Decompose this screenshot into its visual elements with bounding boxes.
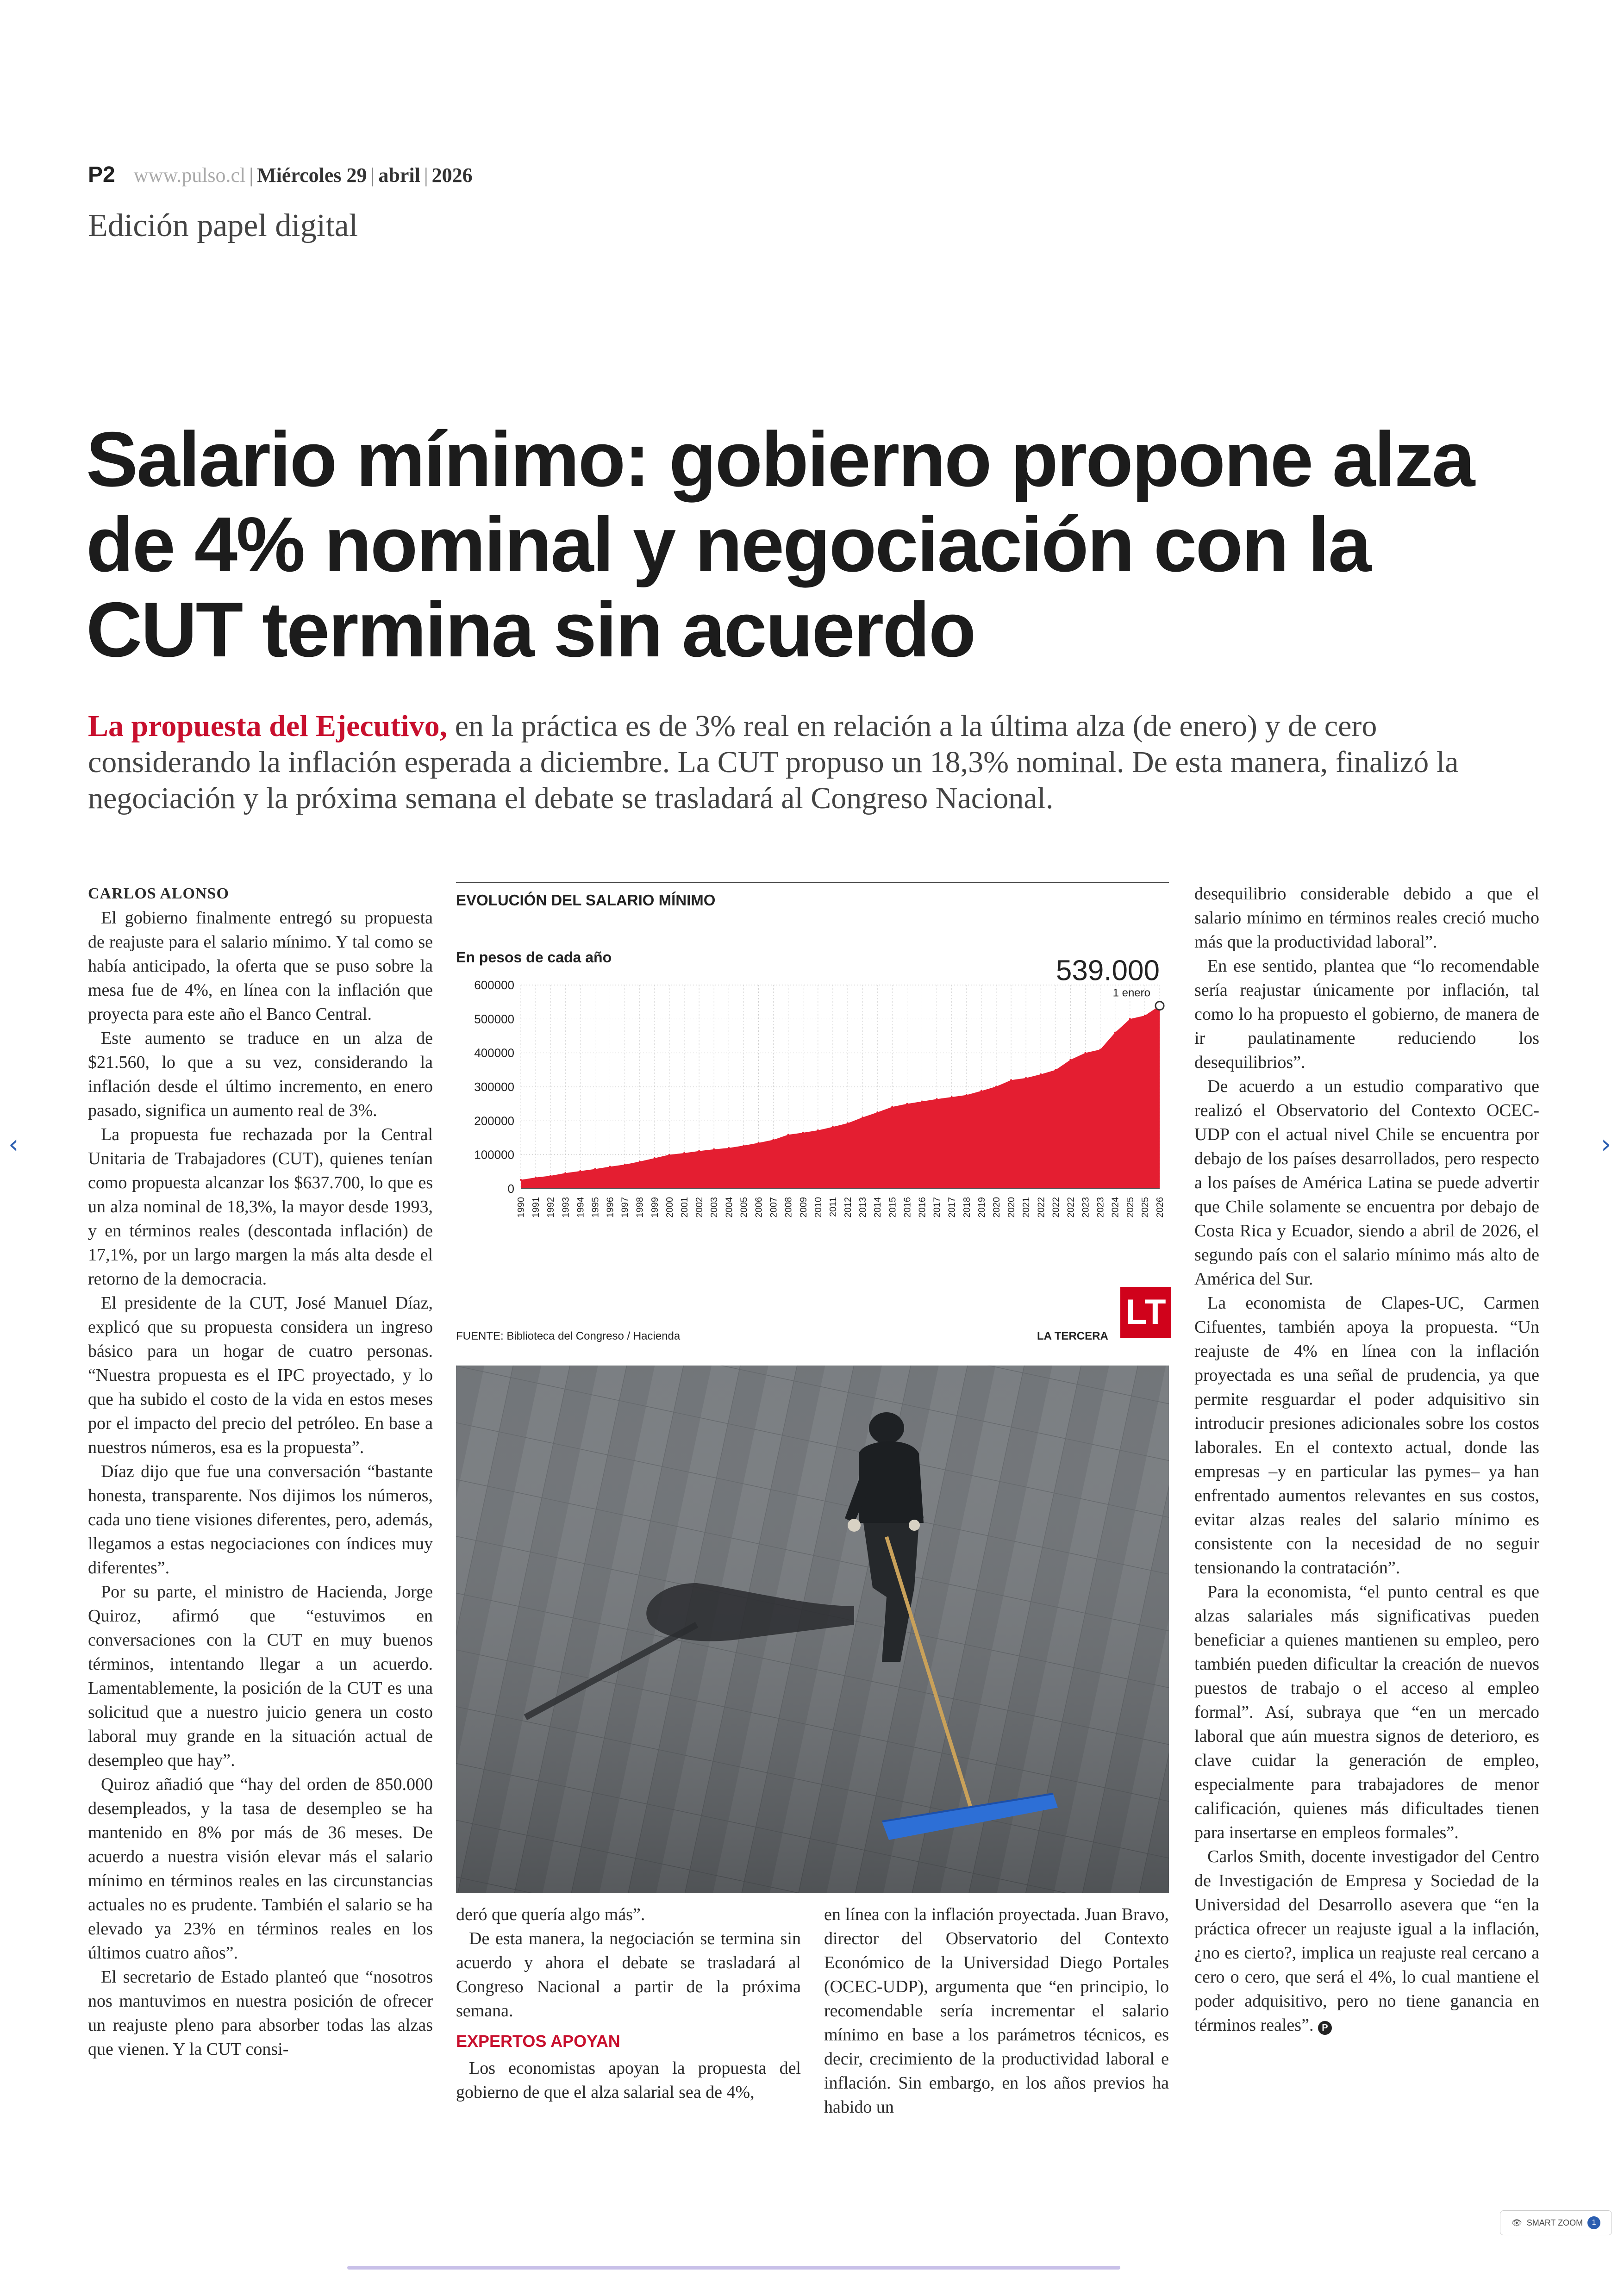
paragraph: El presidente de la CUT, José Manuel Díaz, explicó que su propuesta considera un ingreso básico para un hogar de cuatro personas. “Nuestra propuesta es el IPC proyectado, y lo que ha subido el costo de la vida en estos meses por el impacto del precio del petróleo. En base a nuestros números, esa es la propuesta”. (88, 1293, 433, 1457)
paragraph: De acuerdo a un estudio comparativo que realizó el Observatorio del Contexto OCEC-UDP con el actual nivel Chile se encuentra por debajo de los países desarrollados, pero respecto a los países de América Latina se puede advertir que Chile solamente se encuentra por debajo de Costa Rica y Ecuador, siendo a abril de 2026, el segundo país con el salario mínimo más alto de América del Sur. (1194, 1077, 1539, 1289)
end-mark-icon: P (1318, 2021, 1332, 2035)
chart-x-tick-label: 2008 (783, 1197, 794, 1218)
chart-data-point (1040, 1073, 1042, 1075)
page-scrollbar[interactable] (347, 2266, 1120, 2270)
chart-data-point (1144, 1015, 1146, 1017)
byline: CARLOS ALONSO (88, 885, 229, 902)
page-header: P2 www.pulso.cl | Miércoles 29 | abril | 2026 (88, 162, 473, 187)
paragraph: Los economistas apoyan la propuesta del gobierno de que el alza salarial sea de 4%, (456, 2058, 801, 2102)
chart-x-tick-label: 2020 (991, 1197, 1002, 1218)
chart-area-series (521, 1006, 1160, 1189)
worker-head (869, 1412, 904, 1444)
chart-data-point (520, 1179, 522, 1181)
chart-data-point (654, 1157, 656, 1159)
paragraph: Quiroz añadió que “hay del orden de 850.000 desempleados, y la tasa de desempleo se ha mantenido en 8% por más de 36 meses. De acuerdo a nuestra visión elevar más el salario mínimo en términos reales en las circunstancias actuales no es prudente. También el salario se ha elevado ya 23% en términos reales en los últimos cuatro años”. (88, 1775, 433, 1963)
chart-data-point (891, 1106, 893, 1108)
paragraph: De esta manera, la negociación se termina sin acuerdo y ahora el debate se trasladará al Congreso Nacional a partir de la próxima semana. (456, 1929, 801, 2021)
chart-data-point (713, 1148, 715, 1150)
paragraph-text: Carlos Smith, docente investigador del Centro de Investigación de Empresa y Sociedad de la Universidad del Desarrollo asevera que “en la práctica ofrecer un reajuste igual a la inflación, ¿no es cierto?, implica un reajuste real cercano a cero o cero, que será el 4%, lo cual mantiene el poder adquisitivo, pero no tiene ganancia en términos reales”. (1194, 1847, 1539, 2035)
chart-data-point (966, 1094, 968, 1096)
chart-y-tick-label: 600000 (474, 978, 514, 992)
article-column-3 (824, 1902, 1169, 2119)
chart-data-point (817, 1129, 819, 1131)
chart-x-tick-label: 2002 (694, 1197, 705, 1218)
smart-zoom-count: 1 (1587, 2216, 1600, 2229)
salary-chart (456, 882, 1169, 1360)
chart-data-point (728, 1147, 730, 1149)
chart-data-point (683, 1152, 685, 1154)
paragraph: deró que quería algo más”. (456, 1905, 645, 1924)
chart-x-tick-label: 2020 (1006, 1197, 1017, 1218)
chart-data-point (787, 1134, 789, 1135)
chart-data-point (951, 1096, 953, 1098)
chart-data-point (579, 1170, 581, 1172)
photo-worker-mopping (456, 1366, 1169, 1893)
paragraph: desequilibrio considerable debido a que el salario mínimo en términos reales creció mucho más que la productividad laboral”. (1194, 884, 1539, 952)
chart-x-tick-label: 2021 (1021, 1197, 1032, 1218)
chart-data-point (1129, 1018, 1131, 1020)
chart-x-tick-label: 2025 (1140, 1197, 1150, 1218)
la-tercera-logo: LT (1120, 1287, 1171, 1338)
chart-x-tick-label: 2023 (1081, 1197, 1091, 1218)
chart-y-tick-label: 0 (507, 1182, 514, 1196)
paragraph: Por su parte, el ministro de Hacienda, Jorge Quiroz, afirmó que “estuvimos en conversaciones con la CUT en muy buenos términos, intentando llegar a un acuerdo. Lamentablemente, la posición de la CUT es una solicitud que a nuestro juicio genera un costo laboral muy grande en la situación actual de desempleo que hay”. (88, 1582, 433, 1770)
chart-y-tick-label: 300000 (474, 1080, 514, 1094)
chart-x-tick-label: 2001 (680, 1197, 690, 1218)
chart-data-point (743, 1145, 744, 1147)
chart-data-point (550, 1175, 551, 1177)
chart-data-point (1069, 1059, 1071, 1060)
chart-x-tick-label: 2022 (1036, 1197, 1047, 1218)
site-url[interactable]: www.pulso.cl (133, 164, 246, 187)
chart-data-point (1010, 1079, 1012, 1081)
chart-annotation-label: 1 enero (1112, 986, 1150, 999)
chart-data-point (668, 1154, 670, 1156)
photo-illustration (456, 1366, 1169, 1893)
date-month: abril (378, 164, 420, 187)
paragraph: El gobierno finalmente entregó su propuesta de reajuste para el salario mínimo. Y tal como se había anticipado, la oferta que se puso sobre la mesa fue de 4%, en línea con la inflación que proyecta para este año el Banco Central. (88, 908, 433, 1024)
chart-annotation-value: 539.000 (1056, 957, 1160, 987)
paragraph: Este aumento se traduce en un alza de $21.560, lo que a su vez, considerando la inflación desde el último incremento, en enero pasado, significa un aumento real de 3%. (88, 1029, 433, 1120)
chart-x-tick-label: 2016 (902, 1197, 913, 1218)
chart-data-point (1085, 1052, 1087, 1054)
chart-data-point (1055, 1069, 1056, 1071)
chart-plot (456, 957, 1169, 1272)
date-day: Miércoles 29 (257, 164, 367, 187)
chart-x-tick-label: 2004 (724, 1197, 735, 1218)
chart-data-point (847, 1122, 849, 1124)
chart-data-point (1114, 1032, 1116, 1034)
paragraph: en línea con la inflación proyectada. Juan Bravo, director del Observatorio del Contexto Económico de la Universidad Diego Portales (OCEC-UDP), argumenta que “en principio, lo recomendable sería incrementar el salario mínimo en base a los parámetros técnicos, es decir, crecimiento de la productividad laboral e inflación. Sin embargo, en los años previos ha habido un (824, 1905, 1169, 2117)
prev-page-arrow-icon[interactable]: ‹ (8, 1129, 19, 1160)
smart-zoom-label: SMART ZOOM (1526, 2218, 1583, 2227)
chart-data-point (862, 1116, 863, 1118)
subhead-expertos: EXPERTOS APOYAN (456, 2032, 620, 2051)
chart-x-tick-label: 2026 (1155, 1197, 1165, 1218)
chart-data-point (698, 1150, 700, 1152)
chart-data-point (981, 1090, 982, 1092)
chart-data-point (1099, 1048, 1101, 1050)
chart-y-tick-label: 400000 (474, 1046, 514, 1060)
chart-data-point (802, 1132, 804, 1134)
chart-data-point (564, 1172, 566, 1174)
chart-x-tick-label: 2014 (873, 1197, 883, 1218)
chart-source: FUENTE: Biblioteca del Congreso / Hacienda (456, 1330, 681, 1342)
chart-x-tick-label: 2010 (813, 1197, 824, 1218)
chart-data-point (1025, 1077, 1027, 1079)
chart-data-point (639, 1160, 641, 1162)
chart-data-point (832, 1126, 834, 1128)
chart-x-tick-label: 2013 (858, 1197, 868, 1218)
chart-x-tick-label: 1993 (561, 1197, 571, 1218)
chart-data-point (535, 1177, 537, 1179)
paragraph: La propuesta fue rechazada por la Central Unitaria de Trabajadores (CUT), quienes tenían como propuesta alcanzar los $637.700, lo que es un alza nominal de 18,3%, la mayor desde 1993, y en términos reales (descontada inflación) de 17,1%, por un largo margen la más alta desde el retorno de la democracia. (88, 1125, 433, 1289)
chart-x-tick-label: 2003 (709, 1197, 720, 1218)
chart-x-tick-label: 2005 (739, 1197, 750, 1218)
chart-x-tick-label: 2023 (1095, 1197, 1106, 1218)
chart-x-tick-label: 2007 (768, 1197, 779, 1218)
chart-y-tick-label: 200000 (474, 1114, 514, 1128)
lead-text: en la práctica es de 3% real en relación a la última alza (de enero) y de cero considerando la inflación esperada a diciembre. La CUT propuso un 18,3% nominal. De esta manera, finalizó la negociación y la próxima semana el debate se trasladará al Congreso Nacional. (88, 709, 1459, 815)
chart-x-tick-label: 2019 (976, 1197, 987, 1218)
edition-label: Edición papel digital (88, 208, 358, 243)
chart-x-tick-label: 1996 (605, 1197, 616, 1218)
chart-x-tick-label: 2025 (1125, 1197, 1136, 1218)
article-column-2 (456, 1902, 801, 2104)
chart-x-tick-label: 2015 (887, 1197, 898, 1218)
chart-data-point (995, 1085, 997, 1087)
chart-x-tick-label: 2012 (843, 1197, 854, 1218)
paragraph: El secretario de Estado planteó que “nosotros nos mantuvimos en nuestra posición de ofrecer un reajuste pleno para absorber todas las alzas que vienen. Y la CUT consi- (88, 1967, 433, 2059)
chart-y-tick-label: 100000 (474, 1148, 514, 1162)
paragraph: Díaz dijo que fue una conversación “bastante honesta, transparente. Nos dijimos los números, cada uno tiene visiones diferentes, pero, además, llegamos a estas negociaciones con índices muy diferentes”. (88, 1462, 433, 1578)
smart-zoom-button[interactable] (1500, 2210, 1612, 2235)
lead-paragraph (88, 708, 1523, 817)
chart-subtitle: En pesos de cada año (456, 949, 612, 966)
article-column-1 (88, 882, 433, 2061)
chart-data-point (624, 1164, 626, 1166)
headline: Salario mínimo: gobierno propone alza de 4% nominal y negociación con la CUT termina sin acuerdo (86, 416, 1474, 673)
chart-title: EVOLUCIÓN DEL SALARIO MÍNIMO (456, 892, 716, 909)
chart-x-tick-label: 2006 (754, 1197, 764, 1218)
chart-x-tick-label: 1992 (546, 1197, 556, 1218)
chart-x-tick-label: 1994 (575, 1197, 586, 1218)
chart-x-tick-label: 1991 (531, 1197, 542, 1218)
next-page-arrow-icon[interactable]: › (1601, 1129, 1612, 1160)
chart-x-tick-label: 1990 (516, 1197, 526, 1218)
chart-x-tick-label: 2018 (962, 1197, 972, 1218)
chart-data-point (876, 1111, 878, 1113)
lead-highlight: La propuesta del Ejecutivo, (88, 709, 448, 743)
paragraph (1194, 1845, 1539, 2037)
article-column-4 (1194, 882, 1539, 2037)
page-number: P2 (88, 162, 115, 187)
chart-x-tick-label: 2022 (1051, 1197, 1062, 1218)
chart-x-tick-label: 1998 (635, 1197, 645, 1218)
chart-x-tick-label: 2009 (798, 1197, 809, 1218)
eye-icon: 👁 (1511, 2218, 1522, 2227)
paragraph: En ese sentido, plantea que “lo recomendable sería reajustar únicamente por inflación, tal como lo ha propuesto el gobierno, de manera de ir paulatinamente reduciendo los desequilibrios”. (1194, 956, 1539, 1072)
chart-x-tick-label: 2000 (664, 1197, 675, 1218)
chart-x-tick-label: 1997 (620, 1197, 631, 1218)
chart-data-point (773, 1139, 775, 1141)
chart-data-point (609, 1166, 611, 1167)
chart-credit: LA TERCERA (1037, 1330, 1108, 1342)
paragraph: Para la economista, “el punto central es que alzas salariales más significativas pueden beneficiar a quienes mantienen su empleo, pero también pueden dificultar la creación de nuevos puestos de trabajo o el acceso al empleo formal”. Así, subraya que “en un mercado laboral que aún muestra signos de deterioro, es clave cuidar la generación de empleo, especialmente para trabajadores de menor calificación, quienes más dificultades tienen para insertarse en empleos formales”. (1194, 1582, 1539, 1842)
chart-x-tick-label: 2024 (1110, 1197, 1121, 1218)
chart-y-tick-label: 500000 (474, 1012, 514, 1026)
chart-data-point (757, 1142, 759, 1144)
chart-x-tick-label: 2022 (1066, 1197, 1076, 1218)
chart-x-tick-label: 2017 (932, 1197, 943, 1218)
paragraph: La economista de Clapes-UC, Carmen Cifuentes, también apoya la propuesta. “Un reajuste de 4% en línea con la inflación proyectada es una señal de prudencia, ya que permite resguardar el poder adquisitivo sin introducir presiones adicionales sobre los costos laborales. En el contexto actual, donde las empresas –y en particular las pymes– ya han enfrentado aumentos relevantes en sus costos, evitar alzas reales del salario mínimo es consistente con la necesidad de no seguir tensionando la contratación”. (1194, 1293, 1539, 1578)
chart-x-tick-label: 2016 (917, 1197, 928, 1218)
chart-x-tick-label: 2017 (947, 1197, 957, 1218)
chart-data-point (594, 1168, 596, 1170)
chart-x-tick-label: 1995 (590, 1197, 601, 1218)
chart-latest-marker (1156, 1002, 1164, 1010)
chart-x-tick-label: 2011 (828, 1197, 838, 1217)
chart-data-point (906, 1103, 908, 1105)
chart-x-tick-label: 1999 (650, 1197, 660, 1218)
chart-data-point (936, 1098, 938, 1100)
date-year: 2026 (431, 164, 473, 187)
chart-data-point (921, 1101, 923, 1103)
